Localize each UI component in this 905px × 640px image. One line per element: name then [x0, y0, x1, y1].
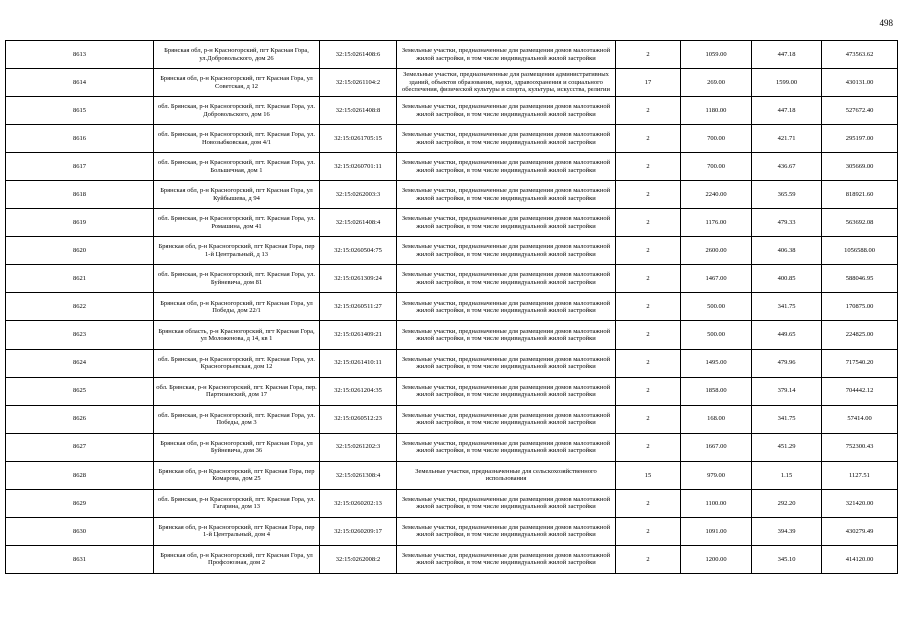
- address-cell: обл. Брянская, р-н Красногорский, пгт. Красная Гора, ул. Большечная, дом 1: [154, 153, 320, 181]
- cadastral-number-cell: 32:15:0260202:13: [320, 489, 397, 517]
- area-cell: 168.00: [681, 405, 752, 433]
- land-use-cell: Земельные участки, предназначенные для размещения домов малоэтажной жилой застройки, в том числе индивидуальной жилой застройки: [397, 405, 616, 433]
- table-row: [6, 265, 898, 293]
- area-cell: 1495.00: [681, 349, 752, 377]
- specific-value-cell: 447.18: [752, 97, 822, 125]
- address-cell: Брянская обл, р-н Красногорский, пгт Красная Гора, пер 1-й Центральный, дом 4: [154, 517, 320, 545]
- cadastral-number-cell: 32:15:0260209:17: [320, 517, 397, 545]
- category-code-cell: 2: [616, 153, 681, 181]
- cadastral-value-cell: 224825.00: [822, 321, 898, 349]
- cadastral-value-cell: 717540.20: [822, 349, 898, 377]
- address-cell: обл. Брянская, р-н Красногорский, пгт. Красная Гора, ул. Новозыбковская, дом 4/1: [154, 125, 320, 153]
- specific-value-cell: 1599.00: [752, 69, 822, 97]
- row-number-cell: 8620: [6, 237, 154, 265]
- address-cell: обл. Брянская, р-н Красногорский, пгт. Красная Гора, ул. Добровольского, дом 16: [154, 97, 320, 125]
- cadastral-value-cell: 305669.00: [822, 153, 898, 181]
- cadastral-number-cell: 32:15:0261104:2: [320, 69, 397, 97]
- cadastral-value-cell: 1056588.00: [822, 237, 898, 265]
- specific-value-cell: 345.10: [752, 545, 822, 573]
- land-use-cell: Земельные участки, предназначенные для размещения домов малоэтажной жилой застройки, в том числе индивидуальной жилой застройки: [397, 377, 616, 405]
- cadastral-number-cell: 32:15:0262008:2: [320, 545, 397, 573]
- area-cell: 1200.00: [681, 545, 752, 573]
- specific-value-cell: 451.29: [752, 433, 822, 461]
- cadastral-number-cell: 32:15:0261204:35: [320, 377, 397, 405]
- cadastral-value-cell: 57414.00: [822, 405, 898, 433]
- address-cell: обл. Брянская, р-н Красногорский, пгт. Красная Гора, ул. Победы, дом 3: [154, 405, 320, 433]
- area-cell: 1858.00: [681, 377, 752, 405]
- category-code-cell: 17: [616, 69, 681, 97]
- cadastral-value-cell: 473563.62: [822, 41, 898, 69]
- category-code-cell: 2: [616, 181, 681, 209]
- table-row: [6, 461, 898, 489]
- cadastral-number-cell: 32:15:0260504:75: [320, 237, 397, 265]
- area-cell: 700.00: [681, 125, 752, 153]
- cadastral-number-cell: 32:15:0261705:15: [320, 125, 397, 153]
- specific-value-cell: 447.18: [752, 41, 822, 69]
- cadastral-value-cell: 752300.43: [822, 433, 898, 461]
- cadastral-number-cell: 32:15:0262003:3: [320, 181, 397, 209]
- land-use-cell: Земельные участки, предназначенные для размещения домов малоэтажной жилой застройки, в том числе индивидуальной жилой застройки: [397, 321, 616, 349]
- cadastral-number-cell: 32:15:0261309:24: [320, 265, 397, 293]
- cadastral-number-cell: 32:15:0261202:3: [320, 433, 397, 461]
- table-row: [6, 377, 898, 405]
- category-code-cell: 15: [616, 461, 681, 489]
- cadastral-value-cell: 818921.60: [822, 181, 898, 209]
- land-use-cell: Земельные участки, предназначенные для размещения домов малоэтажной жилой застройки, в том числе индивидуальной жилой застройки: [397, 265, 616, 293]
- cadastral-value-cell: 321420.00: [822, 489, 898, 517]
- cadastral-number-cell: 32:15:0261408:6: [320, 41, 397, 69]
- table-row: [6, 181, 898, 209]
- row-number-cell: 8627: [6, 433, 154, 461]
- row-number-cell: 8615: [6, 97, 154, 125]
- address-cell: обл. Брянская, р-н Красногорский, пгт. Красная Гора, ул. Ромашина, дом 41: [154, 209, 320, 237]
- table-row: [6, 517, 898, 545]
- land-use-cell: Земельные участки, предназначенные для размещения домов малоэтажной жилой застройки, в том числе индивидуальной жилой застройки: [397, 97, 616, 125]
- cadastral-number-cell: 32:15:0261308:4: [320, 461, 397, 489]
- cadastral-number-cell: 32:15:0261408:4: [320, 209, 397, 237]
- table-row: [6, 321, 898, 349]
- cadastral-value-cell: 563692.08: [822, 209, 898, 237]
- cadastral-value-cell: 430131.00: [822, 69, 898, 97]
- area-cell: 1100.00: [681, 489, 752, 517]
- area-cell: 1091.00: [681, 517, 752, 545]
- row-number-cell: 8629: [6, 489, 154, 517]
- cadastral-value-cell: 588046.95: [822, 265, 898, 293]
- land-use-cell: Земельные участки, предназначенные для размещения домов малоэтажной жилой застройки, в том числе индивидуальной жилой застройки: [397, 545, 616, 573]
- land-use-cell: Земельные участки, предназначенные для размещения домов малоэтажной жилой застройки, в том числе индивидуальной жилой застройки: [397, 489, 616, 517]
- row-number-cell: 8625: [6, 377, 154, 405]
- category-code-cell: 2: [616, 321, 681, 349]
- category-code-cell: 2: [616, 293, 681, 321]
- category-code-cell: 2: [616, 209, 681, 237]
- row-number-cell: 8617: [6, 153, 154, 181]
- address-cell: Брянская обл, р-н Красногорский, пгт Красная Гора, ул Победы, дом 22/1: [154, 293, 320, 321]
- cadastral-number-cell: 32:15:0261409:21: [320, 321, 397, 349]
- address-cell: Брянская обл, р-н Красногорский, пгт Красная Гора, ул Буйневича, дом 36: [154, 433, 320, 461]
- specific-value-cell: 379.14: [752, 377, 822, 405]
- category-code-cell: 2: [616, 97, 681, 125]
- area-cell: 2600.00: [681, 237, 752, 265]
- table-row: [6, 545, 898, 573]
- address-cell: обл. Брянская, р-н Красногорский, пгт. Красная Гора, ул. Красногорьевская, дом 12: [154, 349, 320, 377]
- address-cell: Брянская область, р-н Красногорский, пгт Красная Гора, ул Моложенова, д 14, кв 1: [154, 321, 320, 349]
- address-cell: Брянская обл, р-н Красногорский, пгт Красная Гора, ул Куйбышева, д 94: [154, 181, 320, 209]
- category-code-cell: 2: [616, 405, 681, 433]
- land-registry-table: [5, 40, 898, 574]
- area-cell: 1176.00: [681, 209, 752, 237]
- cadastral-value-cell: 414120.00: [822, 545, 898, 573]
- specific-value-cell: 436.67: [752, 153, 822, 181]
- land-use-cell: Земельные участки, предназначенные для размещения домов малоэтажной жилой застройки, в том числе индивидуальной жилой застройки: [397, 209, 616, 237]
- table-body: [6, 41, 898, 574]
- row-number-cell: 8626: [6, 405, 154, 433]
- address-cell: Брянская обл, р-н Красногорский, пгт Красная Гора, ул Советская, д 12: [154, 69, 320, 97]
- cadastral-value-cell: 704442.12: [822, 377, 898, 405]
- category-code-cell: 2: [616, 265, 681, 293]
- specific-value-cell: 421.71: [752, 125, 822, 153]
- page-number: 498: [879, 18, 893, 28]
- area-cell: 1059.00: [681, 41, 752, 69]
- area-cell: 700.00: [681, 153, 752, 181]
- specific-value-cell: 292.20: [752, 489, 822, 517]
- cadastral-number-cell: 32:15:0260511:27: [320, 293, 397, 321]
- row-number-cell: 8631: [6, 545, 154, 573]
- table-row: [6, 41, 898, 69]
- specific-value-cell: 341.75: [752, 293, 822, 321]
- specific-value-cell: 341.75: [752, 405, 822, 433]
- specific-value-cell: 365.59: [752, 181, 822, 209]
- land-use-cell: Земельные участки, предназначенные для размещения домов малоэтажной жилой застройки, в том числе индивидуальной жилой застройки: [397, 181, 616, 209]
- land-use-cell: Земельные участки, предназначенные для размещения домов малоэтажной жилой застройки, в том числе индивидуальной жилой застройки: [397, 153, 616, 181]
- row-number-cell: 8624: [6, 349, 154, 377]
- land-use-cell: Земельные участки, предназначенные для размещения домов малоэтажной жилой застройки, в том числе индивидуальной жилой застройки: [397, 293, 616, 321]
- land-use-cell: Земельные участки, предназначенные для размещения домов малоэтажной жилой застройки, в том числе индивидуальной жилой застройки: [397, 433, 616, 461]
- table-row: [6, 489, 898, 517]
- specific-value-cell: 479.33: [752, 209, 822, 237]
- address-cell: обл. Брянская, р-н Красногорский, пгт. Красная Гора, ул. Буйневича, дом 81: [154, 265, 320, 293]
- land-use-cell: Земельные участки, предназначенные для размещения домов малоэтажной жилой застройки, в том числе индивидуальной жилой застройки: [397, 517, 616, 545]
- area-cell: 2240.00: [681, 181, 752, 209]
- cadastral-number-cell: 32:15:0261408:8: [320, 97, 397, 125]
- row-number-cell: 8622: [6, 293, 154, 321]
- table-row: [6, 433, 898, 461]
- category-code-cell: 2: [616, 349, 681, 377]
- address-cell: Брянская обл, р-н Красногорский, пгт Красная Гора, пер Комарова, дом 25: [154, 461, 320, 489]
- row-number-cell: 8623: [6, 321, 154, 349]
- row-number-cell: 8618: [6, 181, 154, 209]
- category-code-cell: 2: [616, 125, 681, 153]
- table-row: [6, 69, 898, 97]
- category-code-cell: 2: [616, 489, 681, 517]
- row-number-cell: 8619: [6, 209, 154, 237]
- cadastral-number-cell: 32:15:0260701:11: [320, 153, 397, 181]
- table-row: [6, 97, 898, 125]
- category-code-cell: 2: [616, 545, 681, 573]
- cadastral-value-cell: 295197.00: [822, 125, 898, 153]
- category-code-cell: 2: [616, 237, 681, 265]
- land-use-cell: Земельные участки, предназначенные для сельскохозяйственного использования: [397, 461, 616, 489]
- address-cell: Брянская обл, р-н Красногорский, пгт Красная Гора, пер 1-й Центральный, д 13: [154, 237, 320, 265]
- table-row: [6, 293, 898, 321]
- row-number-cell: 8628: [6, 461, 154, 489]
- cadastral-value-cell: 170875.00: [822, 293, 898, 321]
- area-cell: 269.00: [681, 69, 752, 97]
- address-cell: Брянская обл, р-н Красногорский, пгт Красная Гора, ул.Добровольского, дом 26: [154, 41, 320, 69]
- table-row: [6, 153, 898, 181]
- row-number-cell: 8621: [6, 265, 154, 293]
- cadastral-value-cell: 1127.51: [822, 461, 898, 489]
- specific-value-cell: 1.15: [752, 461, 822, 489]
- area-cell: 979.00: [681, 461, 752, 489]
- land-use-cell: Земельные участки, предназначенные для размещения домов малоэтажной жилой застройки, в том числе индивидуальной жилой застройки: [397, 41, 616, 69]
- cadastral-number-cell: 32:15:0260512:23: [320, 405, 397, 433]
- area-cell: 1667.00: [681, 433, 752, 461]
- specific-value-cell: 449.65: [752, 321, 822, 349]
- row-number-cell: 8616: [6, 125, 154, 153]
- land-use-cell: Земельные участки, предназначенные для размещения административных зданий, объектов образования, науки, здравоохранения и социального обеспечения, физической культуры и спорта, культуры, искусства, религии: [397, 69, 616, 97]
- category-code-cell: 2: [616, 377, 681, 405]
- category-code-cell: 2: [616, 41, 681, 69]
- area-cell: 500.00: [681, 293, 752, 321]
- specific-value-cell: 400.85: [752, 265, 822, 293]
- row-number-cell: 8613: [6, 41, 154, 69]
- land-use-cell: Земельные участки, предназначенные для размещения домов малоэтажной жилой застройки, в том числе индивидуальной жилой застройки: [397, 237, 616, 265]
- land-use-cell: Земельные участки, предназначенные для размещения домов малоэтажной жилой застройки, в том числе индивидуальной жилой застройки: [397, 125, 616, 153]
- address-cell: обл. Брянская, р-н Красногорский, пгт. Красная Гора, ул. Гагарина, дом 13: [154, 489, 320, 517]
- cadastral-value-cell: 430279.49: [822, 517, 898, 545]
- table-row: [6, 237, 898, 265]
- specific-value-cell: 394.39: [752, 517, 822, 545]
- land-use-cell: Земельные участки, предназначенные для размещения домов малоэтажной жилой застройки, в том числе индивидуальной жилой застройки: [397, 349, 616, 377]
- area-cell: 500.00: [681, 321, 752, 349]
- specific-value-cell: 479.96: [752, 349, 822, 377]
- address-cell: Брянская обл, р-н Красногорский, пгт Красная Гора, ул Профсоюзная, дом 2: [154, 545, 320, 573]
- address-cell: обл. Брянская, р-н Красногорский, пгт. Красная Гора, пер. Партизанский, дом 17: [154, 377, 320, 405]
- area-cell: 1180.00: [681, 97, 752, 125]
- area-cell: 1467.00: [681, 265, 752, 293]
- table-row: [6, 349, 898, 377]
- category-code-cell: 2: [616, 433, 681, 461]
- table-row: [6, 209, 898, 237]
- cadastral-value-cell: 527672.40: [822, 97, 898, 125]
- table-row: [6, 405, 898, 433]
- specific-value-cell: 406.38: [752, 237, 822, 265]
- row-number-cell: 8630: [6, 517, 154, 545]
- category-code-cell: 2: [616, 517, 681, 545]
- cadastral-number-cell: 32:15:0261410:11: [320, 349, 397, 377]
- table-row: [6, 125, 898, 153]
- row-number-cell: 8614: [6, 69, 154, 97]
